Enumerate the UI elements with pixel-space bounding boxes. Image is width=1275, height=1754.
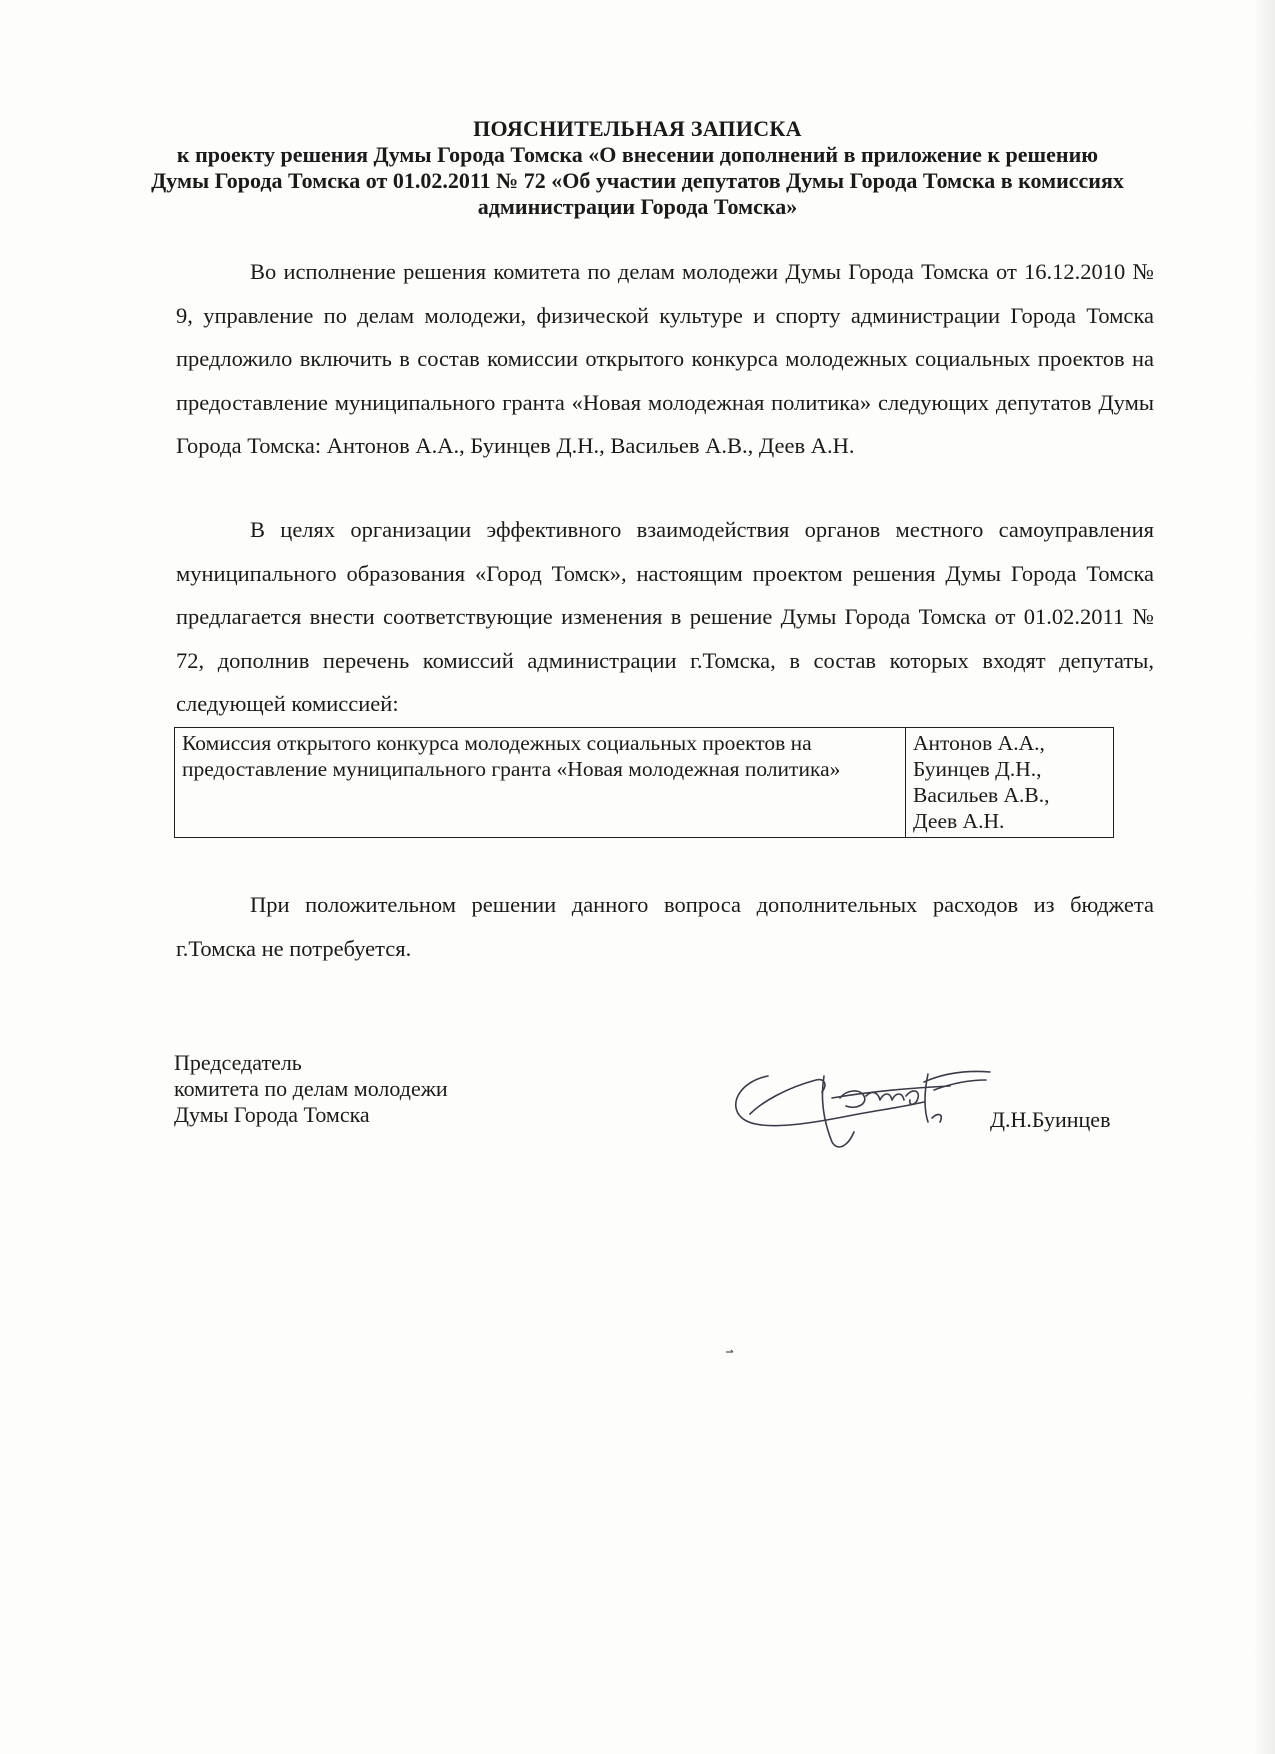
signer-position-line: комитета по делам молодежи [174, 1076, 448, 1101]
member-name: Васильев А.В., [913, 783, 1050, 807]
commission-name-cell: Комиссия открытого конкурса молодежных социальных проектов на предоставление муниципального гранта «Новая молодежная политика» [175, 728, 906, 838]
commission-members-cell [906, 728, 1114, 838]
document-title: ПОЯСНИТЕЛЬНАЯ ЗАПИСКА [473, 116, 802, 141]
paragraph-2: В целях организации эффективного взаимодействия органов местного самоуправления муниципального образования «Город Томск», настоящим проектом решения Думы Города Томска предлагается внести соответствующие изменения в решение Думы Города Томска от 01.02.2011 № 72, дополнив перечень комиссий администрации г.Томска, в состав которых входят депутаты, следующей комиссией: [176, 517, 1154, 716]
signer-position-line: Думы Города Томска [174, 1102, 370, 1127]
handwritten-signature [728, 1062, 1018, 1154]
scan-dot-mark [725, 1347, 735, 1357]
member-name: Буинцев Д.Н., [913, 757, 1042, 781]
document-heading [150, 116, 1125, 220]
signer-position [174, 1050, 448, 1128]
commission-table [174, 727, 1114, 838]
paragraph-3: При положительном решении данного вопроса дополнительных расходов из бюджета г.Томска не потребуется. [176, 892, 1154, 961]
scan-edge-shadow [1253, 0, 1275, 1754]
signer-position-line: Председатель [174, 1050, 302, 1075]
member-name: Деев А.Н. [913, 809, 1005, 833]
paragraph-1: Во исполнение решения комитета по делам молодежи Думы Города Томска от 16.12.2010 № 9, управление по делам молодежи, физической культуре и спорту администрации Города Томска предложило включить в состав комиссии открытого конкурса молодежных социальных проектов на предоставление муниципального гранта «Новая молодежная политика» следующих депутатов Думы Города Томска: Антонов А.А., Буинцев Д.Н., Васильев А.В., Деев А.Н. [176, 259, 1154, 458]
document-subtitle: к проекту решения Думы Города Томска «О внесении дополнений в приложение к решению Думы Города Томска от 01.02.2011 № 72 «Об участии депутатов Думы Города Томска в комиссиях администрации Города Томска» [151, 142, 1124, 219]
table-row [175, 728, 1114, 838]
signer-name: Д.Н.Буинцев [990, 1107, 1111, 1132]
member-name: Антонов А.А., [913, 731, 1045, 755]
